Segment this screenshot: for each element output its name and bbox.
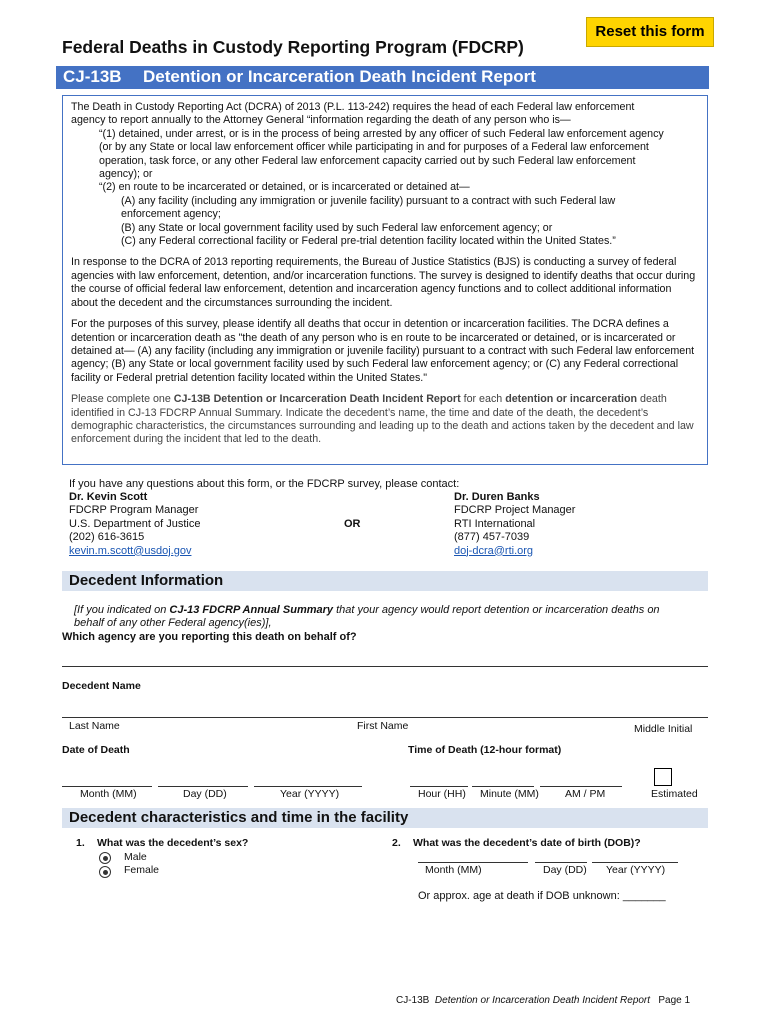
approx-age-label: Or approx. age at death if DOB unknown: _______	[418, 890, 666, 902]
intro-box	[62, 95, 708, 465]
dob-day-label: Day (DD)	[543, 864, 587, 876]
page-footer	[396, 995, 690, 1006]
contact-or: OR	[344, 518, 361, 530]
reset-form-button[interactable]: Reset this form	[586, 17, 714, 47]
section-title: Decedent characteristics and time in the facility	[69, 809, 409, 826]
instruction-text: [If you indicated on	[74, 604, 170, 616]
intro-line: “(1) detained, under arrest, or is in the process of being arrested by any officer of such Federal law enforcement agency	[99, 127, 664, 140]
death-minute-input[interactable]	[472, 772, 534, 787]
form-code: CJ-13B	[63, 67, 122, 86]
middle-initial-label: Middle Initial	[634, 723, 693, 735]
death-ampm-input[interactable]	[540, 772, 622, 787]
agency-input[interactable]	[62, 652, 708, 667]
q2-label: What was the decedent’s date of birth (DOB)?	[413, 837, 641, 849]
death-hour-input[interactable]	[410, 772, 468, 787]
footer-title: Detention or Incarceration Death Incident Report	[434, 995, 651, 1006]
dob-day-input[interactable]	[535, 848, 587, 863]
contact-right	[454, 491, 575, 558]
contact-intro: If you have any questions about this form, or the FDCRP survey, please contact:	[69, 478, 460, 490]
dob-month-label: Month (MM)	[425, 864, 482, 876]
intro-line: agency); or	[99, 168, 153, 181]
intro-line: The Death in Custody Reporting Act (DCRA) of 2013 (P.L. 113-242) requires the head of each Federal law enforcement	[71, 101, 635, 113]
dob-year-label: Year (YYYY)	[606, 864, 666, 876]
page-title: Federal Deaths in Custody Reporting Program (FDCRP)	[62, 37, 524, 57]
intro-line: agency to report annually to the Attorney General “information regarding the death of any person who is—	[71, 114, 571, 127]
sex-male-radio[interactable]	[99, 852, 111, 864]
estimated-checkbox[interactable]	[654, 768, 672, 786]
instruction-text: behalf of any other Federal agency(ies)],	[74, 617, 272, 630]
q2-number: 2.	[392, 837, 401, 849]
contact-left	[69, 491, 200, 558]
sex-female-radio[interactable]	[99, 866, 111, 878]
death-day-input[interactable]	[158, 772, 248, 787]
day-label: Day (DD)	[183, 788, 227, 800]
section-title: Decedent Information	[69, 572, 224, 589]
q1-label: What was the decedent’s sex?	[97, 837, 249, 849]
intro-line: (or by any State or local law enforcement officer while participating in and for purposes of a Federal law enforcement	[99, 141, 649, 154]
intro-paragraph-1	[71, 101, 701, 248]
form-title-bar	[56, 66, 709, 89]
dob-year-input[interactable]	[592, 848, 678, 863]
intro-line: (B) any State or local government facility used by such Federal law enforcement agency; or	[121, 221, 553, 234]
agency-question: Which agency are you reporting this death on behalf of?	[62, 631, 357, 643]
intro-line: (A) any facility (including any immigration or juvenile facility) pursuant to a contract with such Federal law	[121, 194, 616, 207]
death-month-input[interactable]	[62, 772, 152, 787]
contact-org: RTI International	[454, 517, 536, 530]
female-label: Female	[124, 864, 160, 876]
contact-phone: (202) 616-3615	[69, 531, 145, 544]
intro-emphasis: detention or incarceration	[505, 393, 638, 406]
dob-month-input[interactable]	[418, 848, 528, 863]
estimated-label: Estimated	[651, 788, 698, 800]
death-year-input[interactable]	[254, 772, 362, 787]
first-name-label: First Name	[357, 720, 409, 732]
contact-name: Dr. Kevin Scott	[69, 491, 148, 503]
instruction-form-ref: CJ-13 FDCRP Annual Summary	[169, 604, 334, 616]
year-label: Year (YYYY)	[280, 788, 340, 800]
ampm-label: AM / PM	[565, 788, 606, 800]
date-of-death-label: Date of Death	[62, 744, 130, 756]
intro-text: death identified in CJ-13 FDCRP Annual Summary. Indicate the decedent’s name, the time and date of the death, the decedent’s demographic characteristics, the circumstances surrounding and leading up to the death and actions taken by the decedent and law enforcement during the incident that led to the death.	[71, 393, 694, 446]
intro-form-ref: CJ-13B Detention or Incarceration Death Incident Report	[173, 393, 461, 406]
contact-name: Dr. Duren Banks	[454, 491, 540, 503]
footer-page: Page 1	[658, 995, 691, 1006]
intro-line: operation, task force, or any other Federal law enforcement capacity carried out by such Federal law enforcement	[99, 154, 636, 167]
hour-label: Hour (HH)	[418, 788, 466, 800]
intro-line: “(2) en route to be incarcerated or detained, or is incarcerated or detained at—	[99, 181, 470, 194]
intro-paragraph-4	[71, 393, 701, 447]
contact-role: FDCRP Program Manager	[69, 504, 199, 517]
intro-text: for each	[460, 393, 506, 406]
contact-role: FDCRP Project Manager	[454, 504, 576, 517]
intro-paragraph-3: For the purposes of this survey, please identify all deaths that occur in detention or incarceration facilities. The DCRA defines a detention or incarceration death as "the death of any person who is en route to be incarcerated or detained, or is incarcerated or detained at— (A) any facility (including any immigration or juvenile facility) pursuant to a contract with such Federal law enforcement agency; (B) any State or local government facility used by such Federal law enforcement agency; or (C) any Federal correctional facility or Federal pretrial detention facility located within the United States."	[71, 318, 695, 384]
minute-label: Minute (MM)	[480, 788, 539, 800]
contact-email-link[interactable]: kevin.m.scott@usdoj.gov	[69, 544, 192, 557]
contact-phone: (877) 457-7039	[454, 531, 530, 544]
agency-instruction	[74, 604, 706, 631]
month-label: Month (MM)	[80, 788, 137, 800]
intro-line: (C) any Federal correctional facility or Federal pre-trial detention facility located within the United States.”	[121, 235, 616, 248]
last-name-label: Last Name	[69, 720, 120, 732]
intro-text: Please complete one	[71, 393, 174, 406]
footer-code: CJ-13B	[396, 995, 430, 1006]
decedent-name-label: Decedent Name	[62, 680, 141, 692]
contact-org: U.S. Department of Justice	[69, 517, 201, 530]
time-of-death-label: Time of Death (12-hour format)	[408, 744, 562, 756]
intro-line: enforcement agency;	[121, 208, 221, 221]
contact-email-link[interactable]: doj-dcra@rti.org	[454, 544, 534, 557]
male-label: Male	[124, 851, 147, 863]
section-decedent-info	[62, 571, 708, 591]
q1-number: 1.	[76, 837, 85, 849]
instruction-text: that your agency would report detention or incarceration deaths on	[333, 604, 660, 616]
section-characteristics	[62, 808, 708, 828]
intro-paragraph-2: In response to the DCRA of 2013 reporting requirements, the Bureau of Justice Statistics (BJS) is conducting a survey of federal agencies with law enforcement, detention, and/or incarceration functions. The survey is designed to identify deaths that occur during the course of official federal law enforcement, detention and incarceration agency functions and to collect additional information about the decedent and the circumstances surrounding the incident.	[71, 256, 696, 309]
form-title: Detention or Incarceration Death Incident Report	[143, 67, 536, 86]
decedent-name-input[interactable]	[62, 703, 708, 718]
